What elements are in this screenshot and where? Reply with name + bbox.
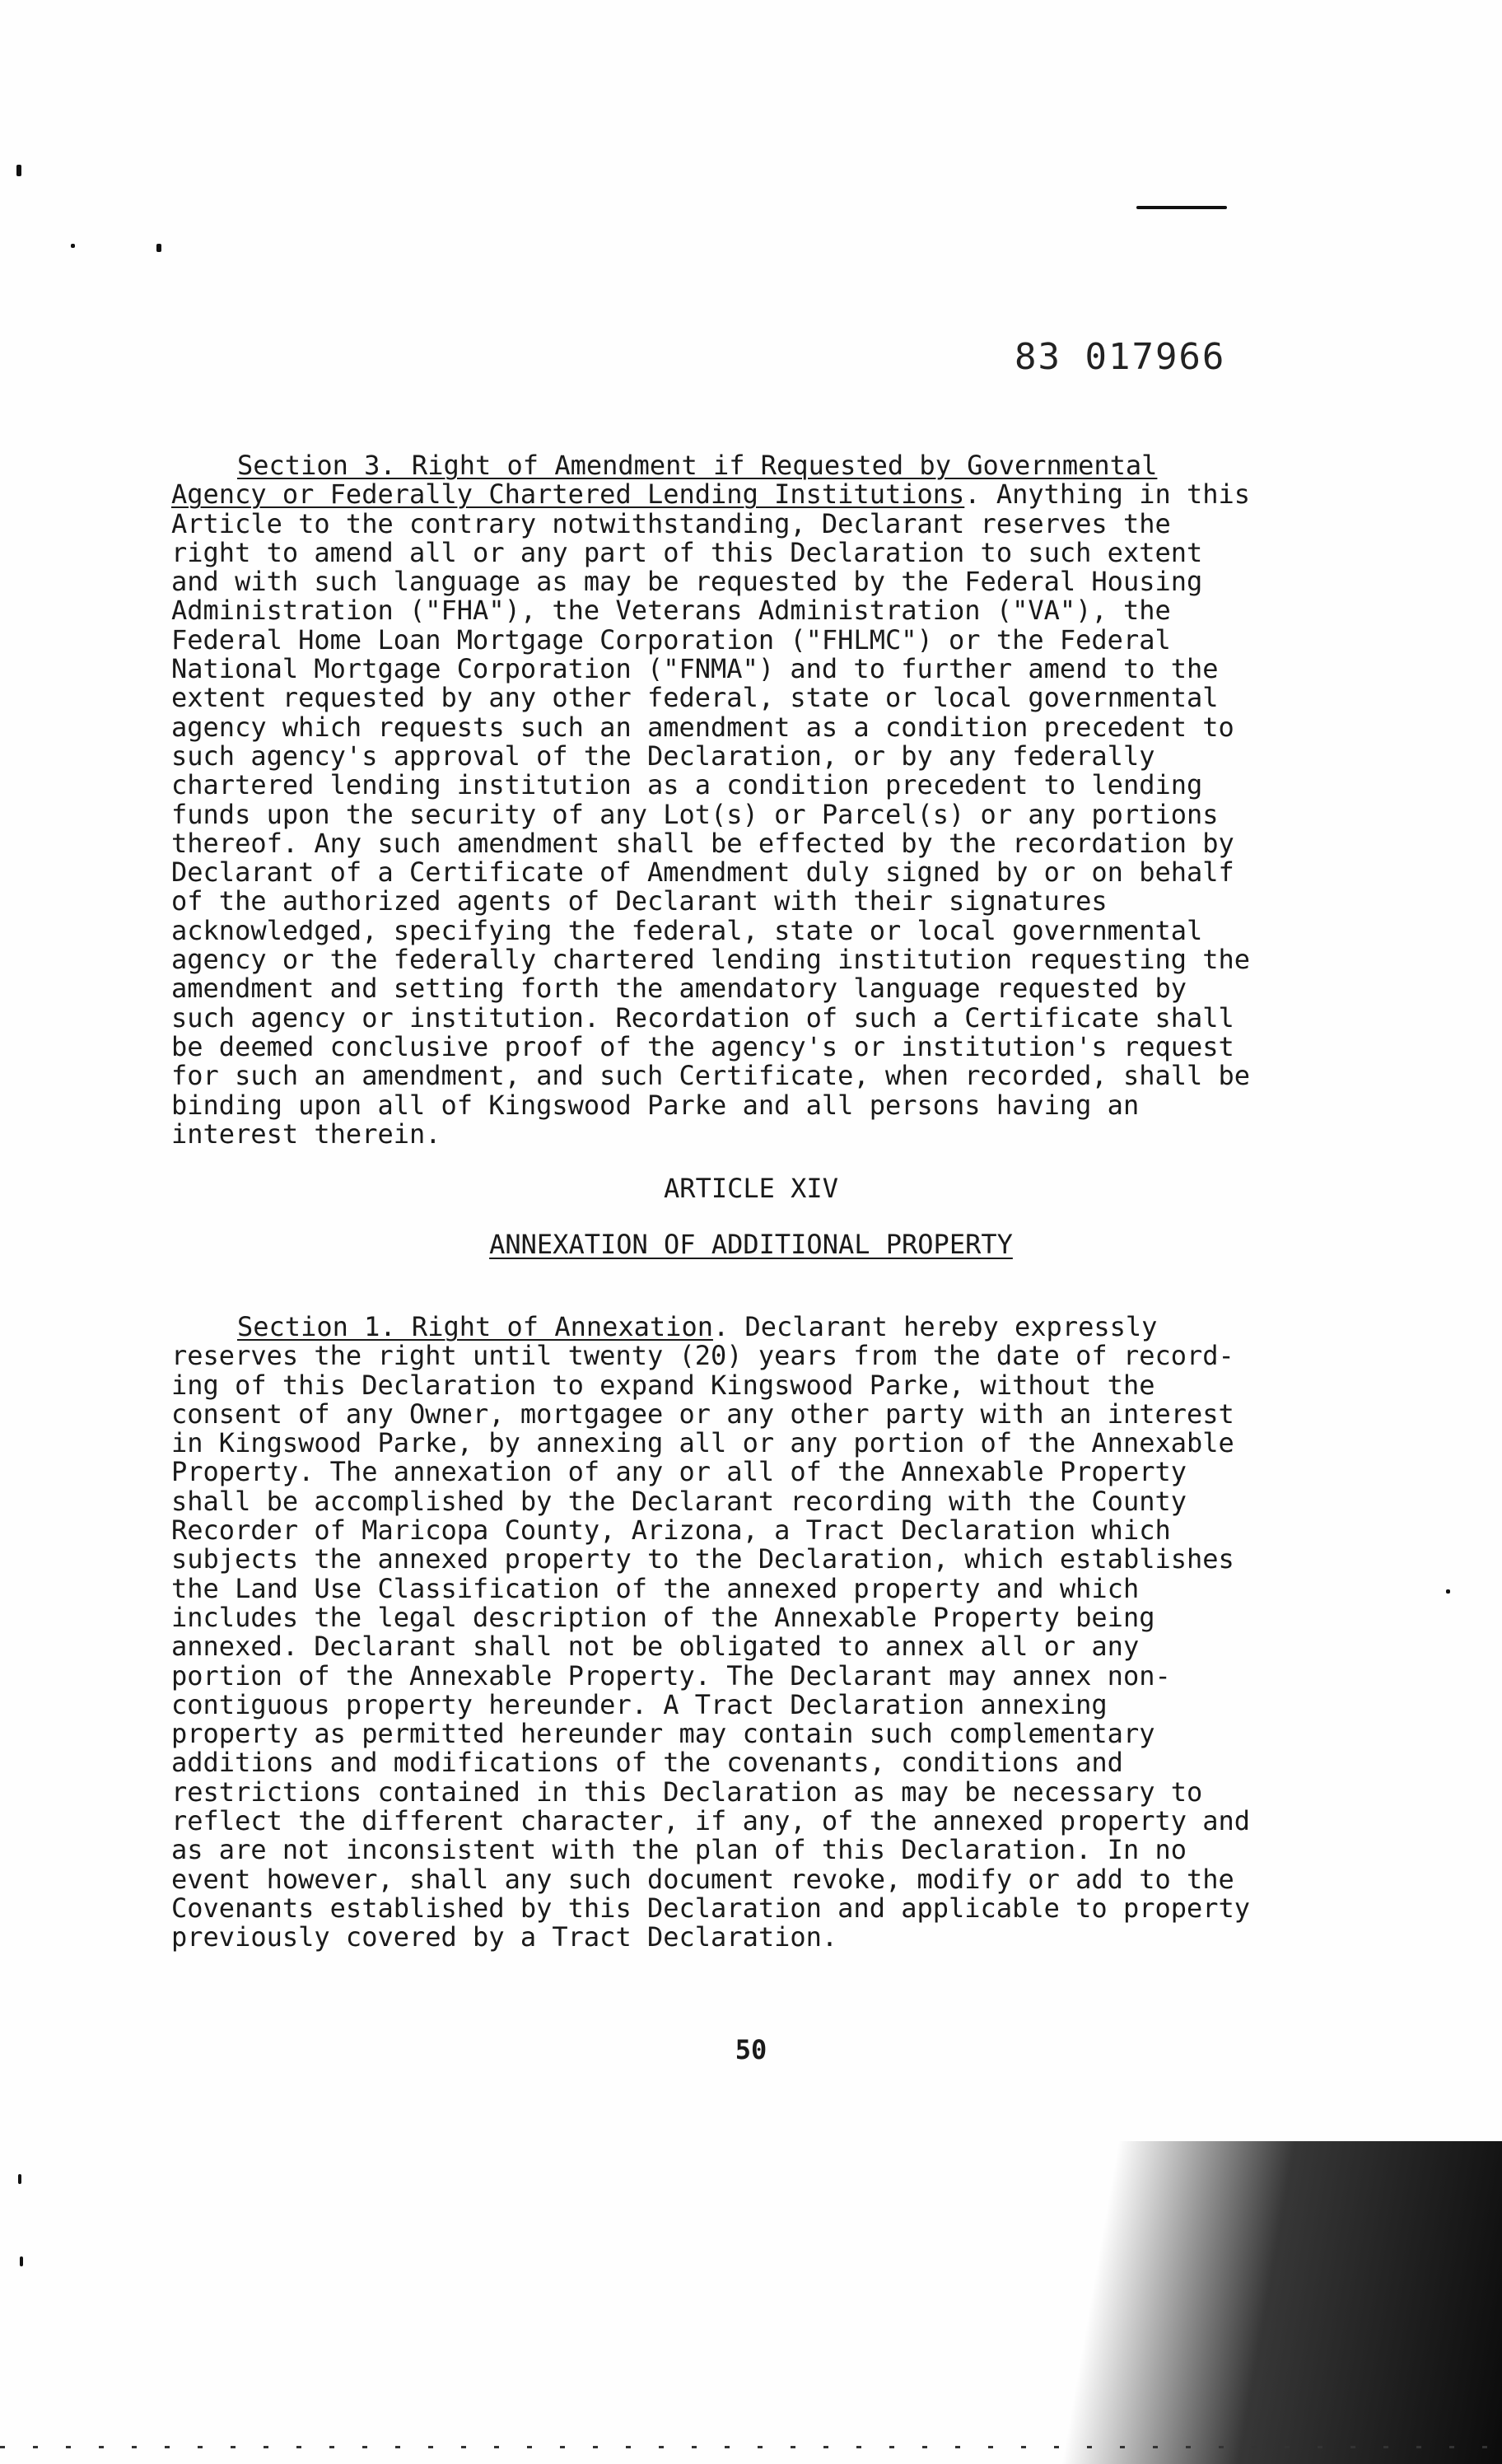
- scan-speck: [156, 244, 161, 252]
- text-line: right to amend all or any part of this Declaration to such extent: [171, 536, 1203, 568]
- section-3-amendment: [171, 451, 1341, 1149]
- text-line: Agency or Federally Chartered Lending Institutions. Anything in this: [171, 478, 1251, 511]
- text-line: such agency's approval of the Declaration, or by any federally: [171, 740, 1155, 772]
- text-line: Recorder of Maricopa County, Arizona, a Tract Declaration which: [171, 1514, 1171, 1547]
- article-heading: ARTICLE XIV: [664, 1173, 838, 1204]
- text-line: event however, shall any such document revoke, modify or add to the: [171, 1863, 1234, 1895]
- scan-speck: [16, 165, 21, 176]
- text-line: such agency or institution. Recordation of such a Certificate shall: [171, 1001, 1234, 1034]
- text-line: ing of this Declaration to expand Kingswood Parke, without the: [171, 1369, 1155, 1401]
- text-line: of the authorized agents of Declarant with their signatures: [171, 885, 1108, 917]
- text-line: previously covered by a Tract Declaration.: [171, 1921, 838, 1953]
- scan-speck: [18, 2174, 21, 2184]
- text-line: binding upon all of Kingswood Parke and all persons having an: [171, 1089, 1140, 1121]
- article-subheading-text: ANNEXATION OF ADDITIONAL PROPERTY: [489, 1229, 1013, 1260]
- text-line: in Kingswood Parke, by annexing all or any portion of the Annexable: [171, 1427, 1234, 1459]
- text-line: Covenants established by this Declaration and applicable to property: [171, 1892, 1251, 1924]
- text-line: agency which requests such an amendment as a condition precedent to: [171, 711, 1234, 743]
- document-number: 83 017966: [1015, 336, 1226, 378]
- text-line: agency or the federally chartered lending institution requesting the: [171, 944, 1251, 976]
- text-line: reflect the different character, if any, of the annexed property and: [171, 1805, 1251, 1837]
- text-line: Federal Home Loan Mortgage Corporation ("FHLMC") or the Federal: [171, 623, 1171, 656]
- article-subheading: [0, 1229, 1502, 1260]
- text-line: subjects the annexed property to the Declaration, which establishes: [171, 1543, 1234, 1575]
- scan-speck: [1136, 206, 1227, 209]
- scan-speck: [71, 244, 75, 248]
- text-line: chartered lending institution as a condition precedent to lending: [171, 769, 1203, 801]
- text-line: thereof. Any such amendment shall be effected by the recordation by: [171, 827, 1234, 859]
- text-line: restrictions contained in this Declaration as may be necessary to: [171, 1776, 1203, 1808]
- text-line: as are not inconsistent with the plan of this Declaration. In no: [171, 1834, 1187, 1866]
- scan-bottom-edge: [0, 2446, 1502, 2448]
- text-line: shall be accomplished by the Declarant recording with the County: [171, 1485, 1187, 1517]
- text-line: be deemed conclusive proof of the agency's or institution's request: [171, 1030, 1234, 1062]
- text-line: property as permitted hereunder may contain such complementary: [171, 1718, 1155, 1750]
- text-line: contiguous property hereunder. A Tract Declaration annexing: [171, 1688, 1108, 1720]
- text-line: Declarant of a Certificate of Amendment duly signed by or on behalf: [171, 856, 1234, 889]
- text-line: and with such language as may be requested by the Federal Housing: [171, 566, 1203, 598]
- text-line: Administration ("FHA"), the Veterans Administration ("VA"), the: [171, 595, 1171, 627]
- text-line: National Mortgage Corporation ("FNMA") and to further amend to the: [171, 653, 1219, 685]
- text-line: extent requested by any other federal, state or local governmental: [171, 682, 1219, 714]
- scan-dark-corner: [972, 2141, 1502, 2464]
- text-line: interest therein.: [171, 1118, 441, 1150]
- page-number: 50: [735, 2034, 767, 2065]
- text-line: reserves the right until twenty (20) years from the date of record-: [171, 1340, 1234, 1372]
- text-line: Article to the contrary notwithstanding, Declarant reserves the: [171, 507, 1171, 539]
- scan-speck: [1446, 1589, 1450, 1594]
- text-line: Property. The annexation of any or all of the Annexable Property: [171, 1456, 1187, 1488]
- text-line: Section 3. Right of Amendment if Requested by Governmental: [237, 450, 1158, 481]
- text-line: amendment and setting forth the amendatory language requested by: [171, 973, 1187, 1005]
- text-line: consent of any Owner, mortgagee or any other party with an interest: [171, 1398, 1234, 1430]
- text-line: annexed. Declarant shall not be obligated to annex all or any: [171, 1631, 1140, 1663]
- scan-speck: [20, 2256, 23, 2266]
- text-line: includes the legal description of the Annexable Property being: [171, 1601, 1155, 1633]
- text-line: acknowledged, specifying the federal, state or local governmental: [171, 914, 1203, 946]
- section-1-annexation: [171, 1313, 1341, 1953]
- text-line: Section 1. Right of Annexation. Declarant hereby expressly: [237, 1311, 1158, 1342]
- text-line: funds upon the security of any Lot(s) or Parcel(s) or any portions: [171, 798, 1219, 830]
- text-line: additions and modifications of the covenants, conditions and: [171, 1747, 1123, 1779]
- text-line: the Land Use Classification of the annexed property and which: [171, 1572, 1140, 1604]
- text-line: portion of the Annexable Property. The Declarant may annex non-: [171, 1659, 1171, 1692]
- text-line: for such an amendment, and such Certificate, when recorded, shall be: [171, 1060, 1251, 1092]
